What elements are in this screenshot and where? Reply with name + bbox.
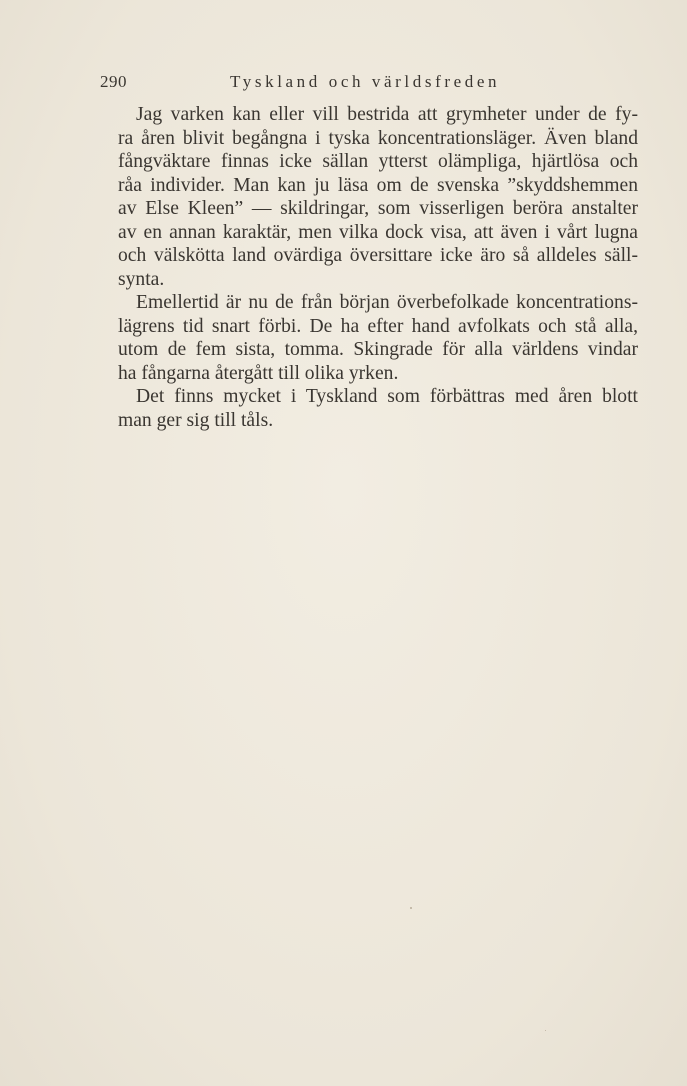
text-line: ha fångarna återgått till olika yrken. [118, 362, 399, 384]
text-line: Det finns mycket i Tyskland som förbättras med åren blott [136, 386, 638, 407]
text-line: Emellertid är nu de från början överbefolkade koncentrations- [136, 292, 638, 313]
text-line: råa individer. Man kan ju läsa om de svenska ”skyddshemmen [118, 174, 638, 196]
text-line: lägrens tid snart förbi. De ha efter hand avfolkats och stå alla, [118, 315, 638, 337]
paragraph-1 [100, 103, 638, 291]
paragraph-3 [100, 385, 638, 432]
page-header [100, 72, 638, 96]
text-line: fångväktare finnas icke sällan ytterst olämpliga, hjärtlösa och [118, 151, 638, 172]
paper-speck [545, 1030, 546, 1031]
body-text [100, 103, 638, 432]
text-line: Jag varken kan eller vill bestrida att grymheter under de fy- [136, 104, 638, 125]
text-line: och välskötta land ovärdiga översittare icke äro så alldeles säll- [118, 245, 638, 266]
paragraph-2 [100, 291, 638, 385]
text-line: av Else Kleen” — skildringar, som visserligen beröra anstalter [118, 198, 638, 219]
paper-speck [410, 907, 412, 909]
text-line: synta. [118, 268, 165, 290]
text-line: ra åren blivit begångna i tyska koncentrationsläger. Även bland [118, 127, 638, 149]
page-number: 290 [100, 72, 127, 91]
running-head: Tyskland och världsfreden [230, 72, 501, 91]
text-line: av en annan karaktär, men vilka dock visa, att även i vårt lugna [118, 221, 638, 243]
text-line: utom de fem sista, tomma. Skingrade för alla världens vindar [118, 339, 638, 360]
text-line: man ger sig till tåls. [118, 409, 274, 431]
